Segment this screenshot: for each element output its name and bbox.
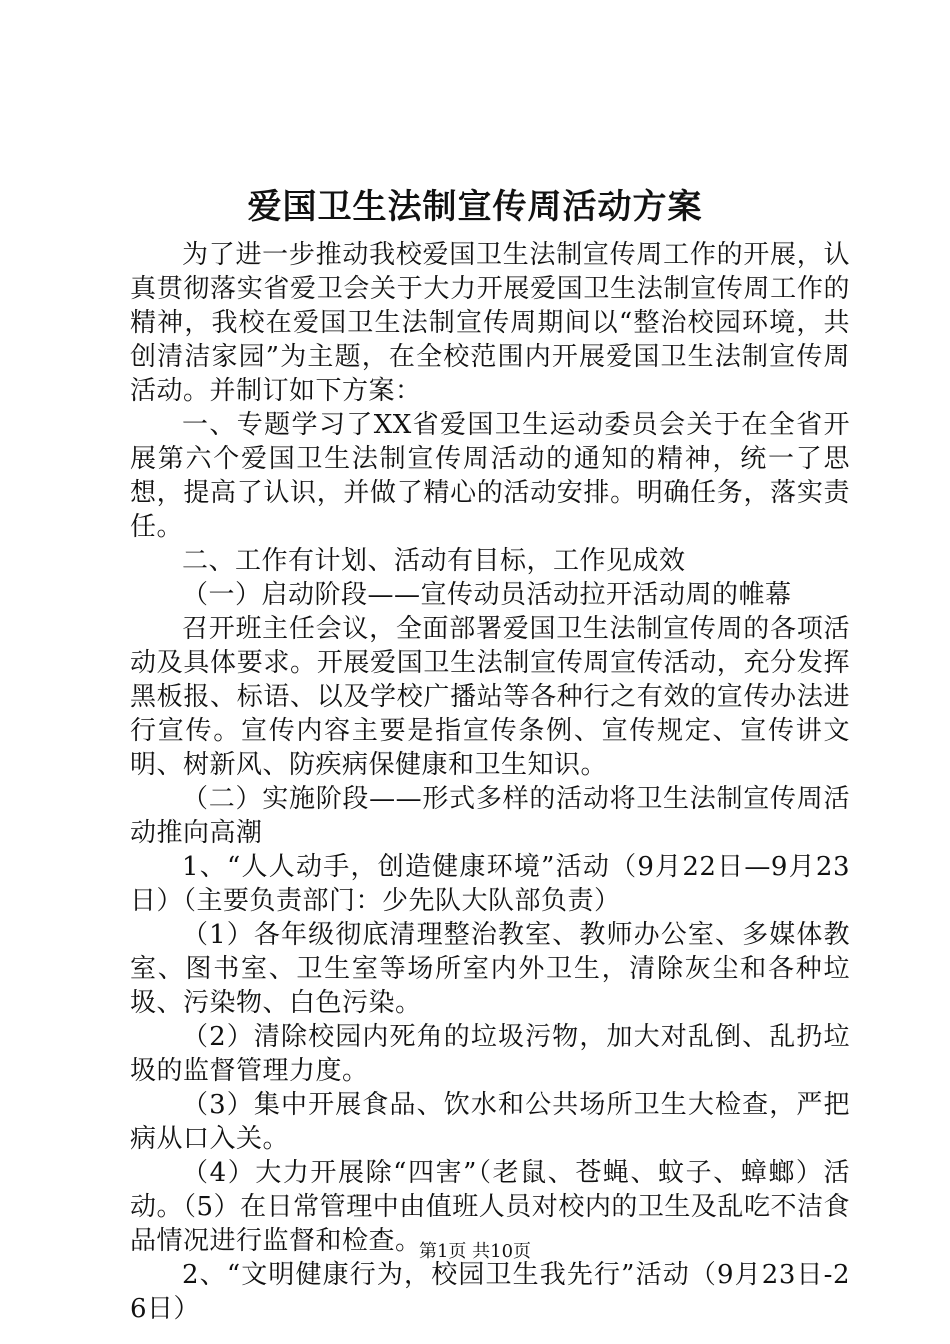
- paragraph-activity-1: 1、“人人动手，创造健康环境”活动（9月22日—9月23日）（主要负责部门：少先队大队部负责）: [130, 852, 850, 916]
- page-footer: 第1页 共10页: [418, 1241, 532, 1262]
- paragraph-activity-2: 2、“文明健康行为，校园卫生我先行”活动（9月23日-26日）: [130, 1260, 850, 1324]
- paragraph-stage-1-heading: （一）启动阶段——宣传动员活动拉开活动周的帷幕: [182, 580, 792, 610]
- paragraph-item-1: （1）各年级彻底清理整治教室、教师办公室、多媒体教室、图书室、卫生室等场所室内外卫生，清除灰尘和各种垃圾、污染物、白色污染。: [130, 920, 850, 1018]
- paragraph-item-4-5: （4）大力开展除“四害”（老鼠、苍蝇、蚊子、蟑螂）活动。（5）在日常管理中由值班人员对校内的卫生及乱吃不洁食品情况进行监督和检查。: [130, 1158, 850, 1256]
- document-title: 爱国卫生法制宣传周活动方案: [247, 187, 703, 227]
- paragraph-item-3: （3）集中开展食品、饮水和公共场所卫生大检查，严把病从口入关。: [130, 1090, 850, 1154]
- paragraph-section-2-heading: 二、工作有计划、活动有目标，工作见成效: [182, 546, 686, 576]
- paragraph-section-1: 一、专题学习了XX省爱国卫生运动委员会关于在全省开展第六个爱国卫生法制宣传周活动的通知的精神，统一了思想，提高了认识，并做了精心的活动安排。明确任务，落实责任。: [130, 410, 850, 542]
- paragraph-intro: 为了进一步推动我校爱国卫生法制宣传周工作的开展，认真贯彻落实省爱卫会关于大力开展爱国卫生法制宣传周工作的精神，我校在爱国卫生法制宣传周期间以“整治校园环境，共创清洁家园”为主题，在全校范围内开展爱国卫生法制宣传周活动。并制订如下方案：: [130, 240, 850, 406]
- paragraph-stage-1-body: 召开班主任会议，全面部署爱国卫生法制宣传周的各项活动及具体要求。开展爱国卫生法制宣传周宣传活动，充分发挥黑板报、标语、以及学校广播站等各种行之有效的宣传办法进行宣传。宣传内容主要是指宣传条例、宣传规定、宣传讲文明、树新风、防疾病保健康和卫生知识。: [130, 614, 850, 780]
- document-body: [130, 238, 850, 1326]
- paragraph-stage-2-heading: （二）实施阶段——形式多样的活动将卫生法制宣传周活动推向高潮: [130, 784, 850, 848]
- paragraph-item-2: （2）清除校园内死角的垃圾污物，加大对乱倒、乱扔垃圾的监督管理力度。: [130, 1022, 850, 1086]
